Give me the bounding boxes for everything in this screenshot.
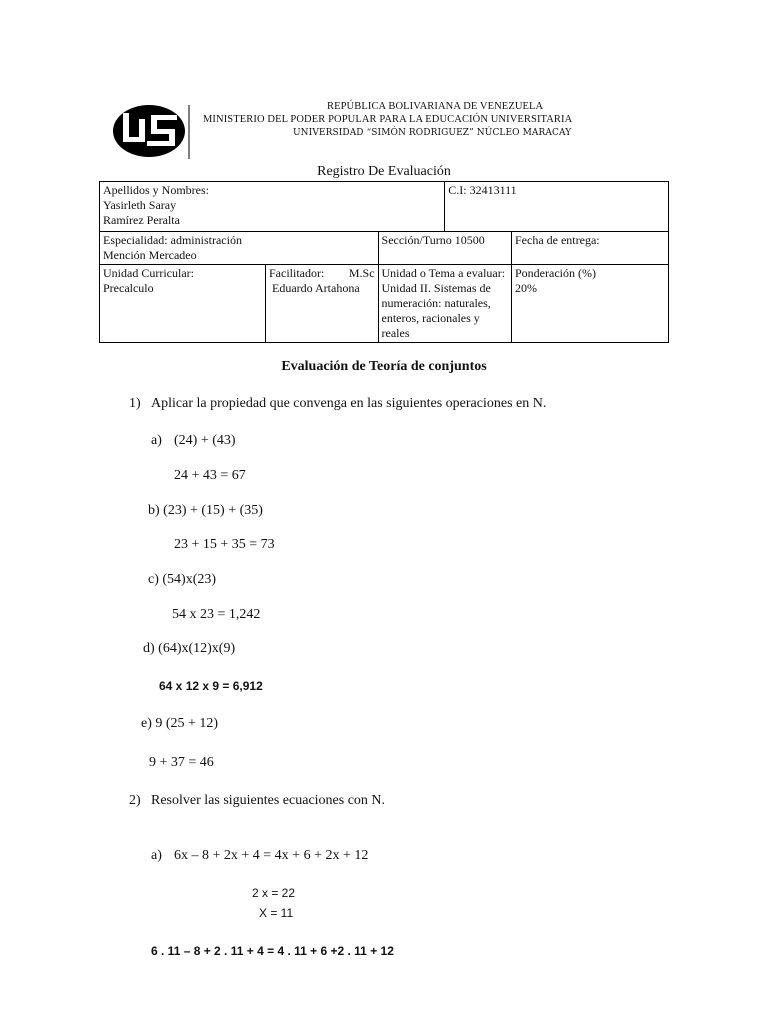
- topic-line3: enteros, racionales y reales: [381, 311, 480, 340]
- names-cell: [100, 182, 445, 232]
- facilitator-cell: [266, 265, 379, 343]
- university-logo: [111, 103, 191, 159]
- weight-cell: [512, 265, 669, 343]
- q2-check: 6 . 11 – 8 + 2 . 11 + 4 = 4 . 11 + 6 +2 . 11 + 12: [151, 944, 394, 958]
- specialty-line2: Mención Mercadeo: [103, 248, 197, 262]
- q1-a-operation: (24) + (43): [174, 433, 236, 448]
- question-2-text: Resolver las siguientes ecuaciones con N.: [151, 793, 386, 808]
- facilitator-title: M.Sc: [348, 266, 375, 280]
- q2-step-1: 2 x = 22: [252, 886, 296, 900]
- names-label: Apellidos y Nombres:: [103, 183, 209, 197]
- q2-a-equation: 6x – 8 + 2x + 4 = 4x + 6 + 2x + 12: [174, 848, 369, 863]
- header-republic: REPÚBLICA BOLIVARIANA DE VENEZUELA: [327, 101, 544, 112]
- q1-d-result: 64 x 12 x 9 = 6,912: [159, 679, 263, 693]
- weight-value: 20%: [515, 281, 537, 295]
- topic-line1: Unidad II. Sistemas de: [381, 281, 491, 295]
- question-1-number: 1): [129, 396, 141, 411]
- q1-b-result: 23 + 15 + 35 = 73: [174, 537, 275, 552]
- specialty-line1: Especialidad: administración: [103, 233, 242, 247]
- unit-label: Unidad Curricular:: [103, 266, 194, 280]
- unit-cell: [100, 265, 266, 343]
- q2-a-label: a): [151, 848, 162, 863]
- q1-a-result: 24 + 43 = 67: [174, 468, 246, 483]
- section-cell: [378, 232, 511, 265]
- ci-cell: [445, 182, 669, 232]
- q1-b-operation: b) (23) + (15) + (35): [148, 503, 263, 518]
- q1-e-result: 9 + 37 = 46: [149, 755, 214, 770]
- ci-value: C.I: 32413111: [448, 183, 517, 197]
- q1-e-operation: e) 9 (25 + 12): [141, 716, 219, 731]
- topic-label: Unidad o Tema a evaluar:: [381, 266, 506, 280]
- unit-value: Precalculo: [103, 281, 154, 295]
- usr-logo-icon: [111, 103, 191, 159]
- q1-c-operation: c) (54)x(23): [148, 572, 217, 587]
- topic-cell: [378, 265, 511, 343]
- evaluation-heading: Evaluación de Teoría de conjuntos: [281, 359, 487, 374]
- question-1-text: Aplicar la propiedad que convenga en las siguientes operaciones en N.: [151, 396, 547, 411]
- facilitator-label: Facilitador:: [269, 266, 325, 280]
- evaluation-register-table: [99, 181, 669, 343]
- topic-line2: numeración: naturales,: [381, 296, 491, 310]
- q2-step-2: X = 11: [259, 906, 294, 920]
- specialty-cell: [100, 232, 379, 265]
- names-line1: Yasirleth Saray: [103, 198, 177, 212]
- q1-c-result: 54 x 23 = 1,242: [172, 607, 261, 622]
- delivery-date-label: Fecha de entrega:: [515, 233, 600, 247]
- q1-d-operation: d) (64)x(12)x(9): [143, 641, 236, 656]
- delivery-date-cell: [512, 232, 669, 265]
- question-2-number: 2): [129, 793, 141, 808]
- names-line2: Ramírez Peralta: [103, 213, 180, 227]
- weight-label: Ponderación (%): [515, 266, 596, 280]
- header-university: UNIVERSIDAD “SIMÓN RODRIGUEZ” NÚCLEO MARACAY: [293, 128, 572, 138]
- header-ministry: MINISTERIO DEL PODER POPULAR PARA LA EDUCACIÓN UNIVERSITARIA: [203, 114, 573, 125]
- section-value: Sección/Turno 10500: [381, 233, 485, 247]
- facilitator-name: Eduardo Artahona: [272, 281, 360, 295]
- page-title: Registro De Evaluación: [317, 164, 451, 179]
- q1-a-label: a): [151, 433, 162, 448]
